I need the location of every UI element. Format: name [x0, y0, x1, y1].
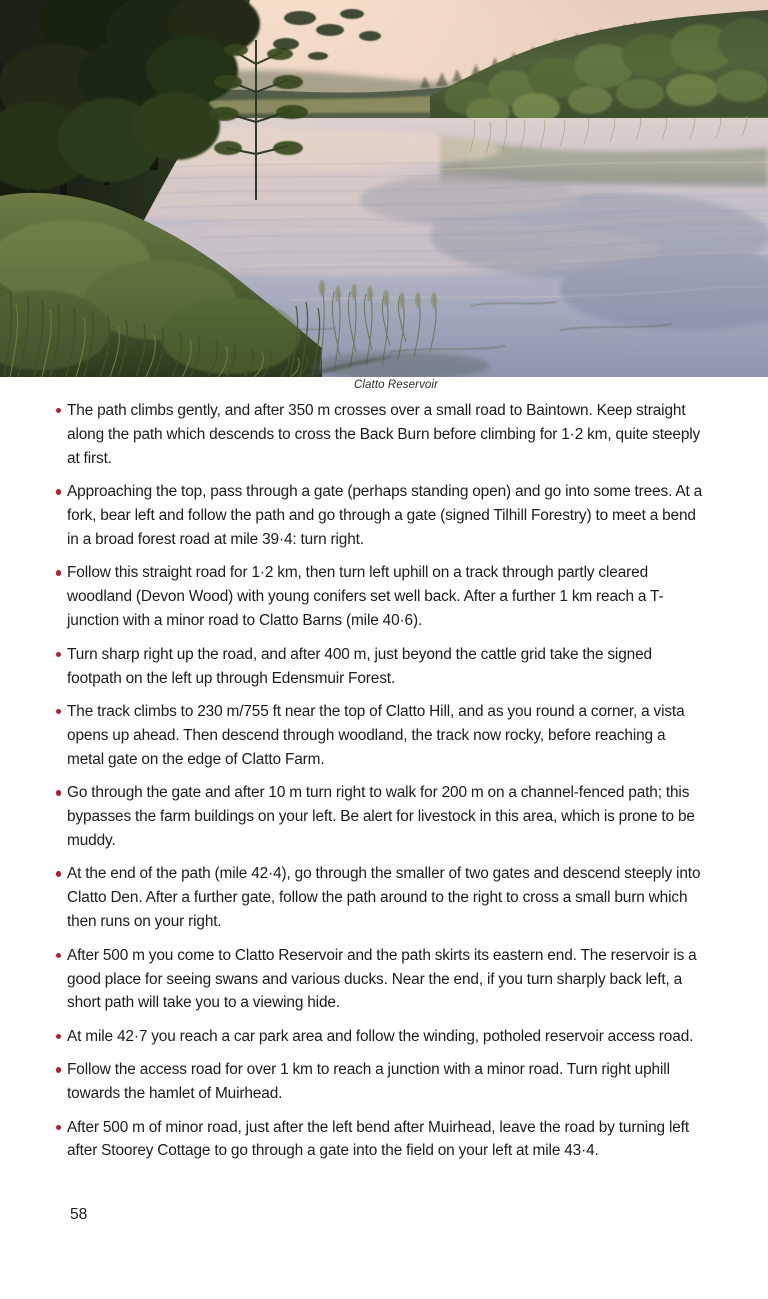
bullet-icon	[56, 871, 61, 876]
bullet-icon	[56, 489, 61, 494]
bullet-icon	[56, 1034, 61, 1039]
route-directions	[56, 399, 706, 1173]
bullet-icon	[56, 790, 61, 795]
list-item	[56, 781, 706, 853]
list-item	[56, 944, 706, 1016]
reservoir-photo	[0, 0, 768, 377]
photo-caption	[0, 379, 768, 391]
list-item	[56, 399, 706, 471]
photo-illustration	[0, 0, 768, 377]
directions-list	[56, 399, 706, 1163]
page-number: 58	[70, 1206, 88, 1223]
direction-text: Go through the gate and after 10 m turn right to walk for 200 m on a channel-fenced path; this bypasses the farm buildings on your left. Be alert for livestock in this area, which is prone to be muddy.	[67, 784, 695, 849]
direction-text: Turn sharp right up the road, and after 400 m, just beyond the cattle grid take the signed footpath on the left up through Edensmuir Forest.	[67, 645, 652, 687]
list-item	[56, 862, 706, 934]
list-item	[56, 1025, 706, 1049]
bullet-icon	[56, 1125, 61, 1130]
bullet-icon	[56, 709, 61, 714]
direction-text: At mile 42·7 you reach a car park area and follow the winding, potholed reservoir access road.	[67, 1027, 694, 1045]
bullet-icon	[56, 652, 61, 657]
direction-text: The path climbs gently, and after 350 m crosses over a small road to Baintown. Keep straight along the path which descends to cross the Back Burn before climbing for 1·2 km, quite steeply at first.	[67, 402, 701, 467]
list-item	[56, 1116, 706, 1164]
photo-caption-text: Clatto Reservoir	[353, 379, 439, 391]
bullet-icon	[56, 1067, 61, 1072]
list-item	[56, 480, 706, 552]
direction-text: Follow this straight road for 1·2 km, then turn left uphill on a track through partly cleared woodland (Devon Wood) with young conifers set well back. After a further 1 km reach a T-junction with a minor road to Clatto Barns (mile 40·6).	[67, 564, 664, 630]
list-item	[56, 643, 706, 691]
bullet-icon	[56, 570, 61, 575]
bullet-icon	[56, 408, 61, 413]
direction-text: At the end of the path (mile 42·4), go through the smaller of two gates and descend steeply into Clatto Den. After a further gate, follow the path around to the right to cross a small burn which then runs on your right.	[67, 865, 701, 931]
direction-text: Follow the access road for over 1 km to reach a junction with a minor road. Turn right uphill towards the hamlet of Muirhead.	[67, 1061, 670, 1103]
direction-text: The track climbs to 230 m/755 ft near the top of Clatto Hill, and as you round a corner, a vista opens up ahead. Then descend through woodland, the track now rocky, before reaching a metal gate on the edge of Clatto Farm.	[67, 702, 685, 768]
direction-text: Approaching the top, pass through a gate (perhaps standing open) and go into some trees. At a fork, bear left and follow the path and go through a gate (signed Tilhill Forestry) to meet a bend in a broad forest road at mile 39·4: turn right.	[67, 483, 703, 549]
list-item	[56, 700, 706, 772]
list-item	[56, 561, 706, 633]
bullet-icon	[56, 953, 61, 958]
list-item	[56, 1058, 706, 1106]
direction-text: After 500 m you come to Clatto Reservoir and the path skirts its eastern end. The reservoir is a good place for seeing swans and various ducks. Near the end, if you turn sharply back left, a short path will take you to a viewing hide.	[67, 946, 697, 1012]
direction-text: After 500 m of minor road, just after the left bend after Muirhead, leave the road by turning left after Stoorey Cottage to go through a gate into the field on your left at mile 43·4.	[67, 1118, 689, 1160]
